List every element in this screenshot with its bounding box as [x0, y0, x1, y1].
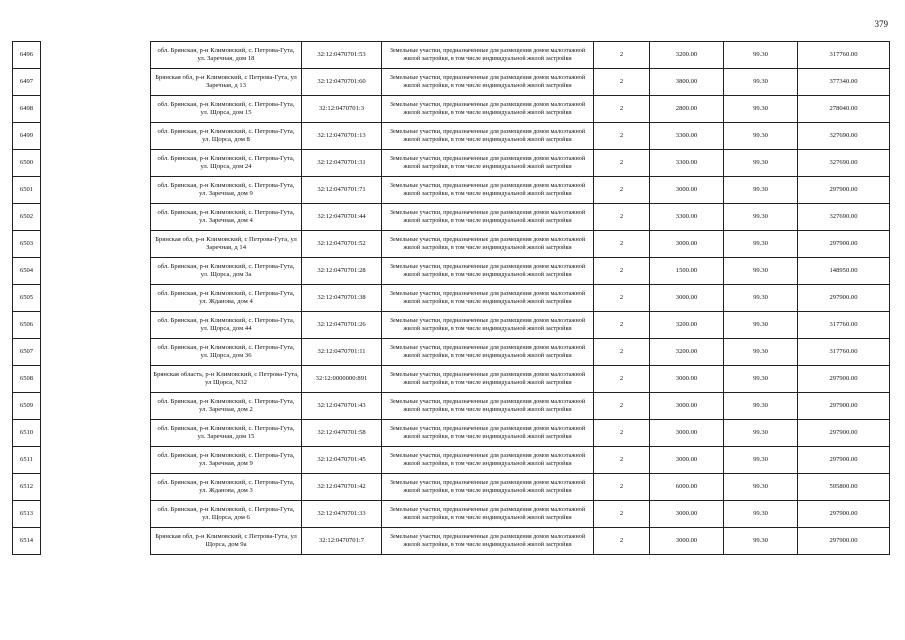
gap-cell	[41, 366, 151, 393]
address-cell: обл. Брянская, р-н Климовский, с. Петрова-Гута, ул. Жданова, дом 4	[151, 285, 302, 312]
rate-cell: 99.30	[724, 231, 798, 258]
cadastral-number-cell: 32:12:0470701:60	[302, 69, 382, 96]
cadastral-value-cell: 278040.00	[798, 96, 890, 123]
row-number: 6510	[13, 420, 41, 447]
gap-cell	[41, 69, 151, 96]
purpose-cell: Земельные участки, предназначенные для размещения домов малоэтажной жилой застройки, в том числе индивидуальной жилой застройки	[382, 42, 594, 69]
rate-cell: 99.30	[724, 312, 798, 339]
cadastral-number-cell: 32:12:0470701:44	[302, 204, 382, 231]
code-cell: 2	[594, 150, 650, 177]
cadastral-number-cell: 32:12:0000000:891	[302, 366, 382, 393]
gap-cell	[41, 312, 151, 339]
purpose-cell: Земельные участки, предназначенные для размещения домов малоэтажной жилой застройки, в том числе индивидуальной жилой застройки	[382, 528, 594, 555]
area-cell: 3000.00	[650, 420, 724, 447]
code-cell: 2	[594, 69, 650, 96]
purpose-cell: Земельные участки, предназначенные для размещения домов малоэтажной жилой застройки, в том числе индивидуальной жилой застройки	[382, 204, 594, 231]
gap-cell	[41, 96, 151, 123]
rate-cell: 99.30	[724, 42, 798, 69]
gap-cell	[41, 393, 151, 420]
table-row	[13, 177, 890, 204]
area-cell: 3200.00	[650, 42, 724, 69]
purpose-cell: Земельные участки, предназначенные для размещения домов малоэтажной жилой застройки, в том числе индивидуальной жилой застройки	[382, 150, 594, 177]
address-cell: обл. Брянская, р-н Климовский, с. Петрова-Гута, ул. Щорса, дом 6	[151, 501, 302, 528]
rate-cell: 99.30	[724, 69, 798, 96]
table-row	[13, 258, 890, 285]
cadastral-value-cell: 327690.00	[798, 123, 890, 150]
rate-cell: 99.30	[724, 150, 798, 177]
address-cell: обл. Брянская, р-н Климовский, с. Петрова-Гута, ул. Щорса, дом 3а	[151, 258, 302, 285]
code-cell: 2	[594, 123, 650, 150]
table-row	[13, 393, 890, 420]
area-cell: 3200.00	[650, 312, 724, 339]
cadastral-number-cell: 32:12:0470701:13	[302, 123, 382, 150]
table-row	[13, 96, 890, 123]
area-cell: 6000.00	[650, 474, 724, 501]
code-cell: 2	[594, 231, 650, 258]
address-cell: обл. Брянская, р-н Климовский, с. Петрова-Гута, ул. Заречная, дом 4	[151, 204, 302, 231]
cadastral-number-cell: 32:12:0470701:52	[302, 231, 382, 258]
area-cell: 2800.00	[650, 96, 724, 123]
gap-cell	[41, 339, 151, 366]
cadastral-number-cell: 32:12:0470701:45	[302, 447, 382, 474]
row-number: 6498	[13, 96, 41, 123]
gap-cell	[41, 285, 151, 312]
cadastral-value-cell: 297900.00	[798, 447, 890, 474]
rate-cell: 99.30	[724, 528, 798, 555]
gap-cell	[41, 204, 151, 231]
cadastral-number-cell: 32:12:0470701:58	[302, 420, 382, 447]
gap-cell	[41, 447, 151, 474]
address-cell: обл. Брянская, р-н Климовский, с. Петрова-Гута, ул. Щорса, дом 24	[151, 150, 302, 177]
area-cell: 3000.00	[650, 177, 724, 204]
gap-cell	[41, 258, 151, 285]
row-number: 6504	[13, 258, 41, 285]
row-number: 6501	[13, 177, 41, 204]
area-cell: 3300.00	[650, 150, 724, 177]
cadastral-value-cell: 297900.00	[798, 231, 890, 258]
address-cell: Брянская обл, р-н Климовский, с Петрова-Гута, ул Заречная, д 14	[151, 231, 302, 258]
purpose-cell: Земельные участки, предназначенные для размещения домов малоэтажной жилой застройки, в том числе индивидуальной жилой застройки	[382, 312, 594, 339]
rate-cell: 99.30	[724, 339, 798, 366]
area-cell: 3000.00	[650, 528, 724, 555]
rate-cell: 99.30	[724, 285, 798, 312]
table-row	[13, 204, 890, 231]
rate-cell: 99.30	[724, 204, 798, 231]
code-cell: 2	[594, 420, 650, 447]
cadastral-value-cell: 317760.00	[798, 339, 890, 366]
address-cell: Брянская обл, р-н Климовский, с Петрова-Гута, ул Щорса, дом 9а	[151, 528, 302, 555]
table-row	[13, 123, 890, 150]
row-number: 6505	[13, 285, 41, 312]
code-cell: 2	[594, 96, 650, 123]
area-cell: 3000.00	[650, 501, 724, 528]
cadastral-number-cell: 32:12:0470701:26	[302, 312, 382, 339]
page-number: 379	[874, 19, 888, 29]
purpose-cell: Земельные участки, предназначенные для размещения домов малоэтажной жилой застройки, в том числе индивидуальной жилой застройки	[382, 177, 594, 204]
rate-cell: 99.30	[724, 96, 798, 123]
rate-cell: 99.30	[724, 474, 798, 501]
cadastral-number-cell: 32:12:0470701:43	[302, 393, 382, 420]
code-cell: 2	[594, 447, 650, 474]
table-row	[13, 501, 890, 528]
gap-cell	[41, 123, 151, 150]
rate-cell: 99.30	[724, 501, 798, 528]
cadastral-value-cell: 297900.00	[798, 285, 890, 312]
address-cell: обл. Брянская, р-н Климовский, с. Петрова-Гута, ул. Щорса, дом 36	[151, 339, 302, 366]
cadastral-value-cell: 377340.00	[798, 69, 890, 96]
table-row	[13, 420, 890, 447]
code-cell: 2	[594, 501, 650, 528]
address-cell: Брянская область, р-н Климовский, с Петрова-Гута, ул Щорса, N32	[151, 366, 302, 393]
address-cell: обл. Брянская, р-н Климовский, с. Петрова-Гута, ул. Щорса, дом 15	[151, 96, 302, 123]
address-cell: обл. Брянская, р-н Климовский, с. Петрова-Гута, ул. Заречная, дом 9	[151, 177, 302, 204]
cadastral-number-cell: 32:12:0470701:7	[302, 528, 382, 555]
address-cell: обл. Брянская, р-н Климовский, с. Петрова-Гута, ул. Щорса, дом 44	[151, 312, 302, 339]
gap-cell	[41, 231, 151, 258]
code-cell: 2	[594, 285, 650, 312]
table-row	[13, 528, 890, 555]
row-number: 6507	[13, 339, 41, 366]
gap-cell	[41, 528, 151, 555]
cadastral-value-cell: 297900.00	[798, 177, 890, 204]
address-cell: обл. Брянская, р-н Климовский, с. Петрова-Гута, ул. Заречная, дом 18	[151, 42, 302, 69]
rate-cell: 99.30	[724, 366, 798, 393]
gap-cell	[41, 501, 151, 528]
purpose-cell: Земельные участки, предназначенные для размещения домов малоэтажной жилой застройки, в том числе индивидуальной жилой застройки	[382, 231, 594, 258]
purpose-cell: Земельные участки, предназначенные для размещения домов малоэтажной жилой застройки, в том числе индивидуальной жилой застройки	[382, 366, 594, 393]
cadastral-number-cell: 32:12:0470701:31	[302, 150, 382, 177]
gap-cell	[41, 474, 151, 501]
cadastral-number-cell: 32:12:0470701:38	[302, 285, 382, 312]
cadastral-value-cell: 327690.00	[798, 204, 890, 231]
row-number: 6513	[13, 501, 41, 528]
purpose-cell: Земельные участки, предназначенные для размещения домов малоэтажной жилой застройки, в том числе индивидуальной жилой застройки	[382, 339, 594, 366]
code-cell: 2	[594, 366, 650, 393]
row-number: 6514	[13, 528, 41, 555]
register-body	[13, 42, 890, 555]
cadastral-value-cell: 297900.00	[798, 528, 890, 555]
row-number: 6509	[13, 393, 41, 420]
rate-cell: 99.30	[724, 177, 798, 204]
cadastral-value-cell: 317760.00	[798, 42, 890, 69]
code-cell: 2	[594, 339, 650, 366]
rate-cell: 99.30	[724, 447, 798, 474]
cadastral-number-cell: 32:12:0470701:11	[302, 339, 382, 366]
cadastral-number-cell: 32:12:0470701:71	[302, 177, 382, 204]
row-number: 6499	[13, 123, 41, 150]
code-cell: 2	[594, 258, 650, 285]
row-number: 6500	[13, 150, 41, 177]
address-cell: обл. Брянская, р-н Климовский, с. Петрова-Гута, ул. Щорса, дом 8	[151, 123, 302, 150]
table-row	[13, 231, 890, 258]
area-cell: 3200.00	[650, 339, 724, 366]
purpose-cell: Земельные участки, предназначенные для размещения домов малоэтажной жилой застройки, в том числе индивидуальной жилой застройки	[382, 69, 594, 96]
cadastral-value-cell: 297900.00	[798, 420, 890, 447]
table-row	[13, 312, 890, 339]
area-cell: 1500.00	[650, 258, 724, 285]
row-number: 6502	[13, 204, 41, 231]
purpose-cell: Земельные участки, предназначенные для размещения домов малоэтажной жилой застройки, в том числе индивидуальной жилой застройки	[382, 123, 594, 150]
cadastral-value-cell: 297900.00	[798, 501, 890, 528]
code-cell: 2	[594, 312, 650, 339]
purpose-cell: Земельные участки, предназначенные для размещения домов малоэтажной жилой застройки, в том числе индивидуальной жилой застройки	[382, 447, 594, 474]
cadastral-number-cell: 32:12:0470701:28	[302, 258, 382, 285]
address-cell: обл. Брянская, р-н Климовский, с. Петрова-Гута, ул. Заречная, дом 2	[151, 393, 302, 420]
row-number: 6506	[13, 312, 41, 339]
rate-cell: 99.30	[724, 123, 798, 150]
row-number: 6496	[13, 42, 41, 69]
purpose-cell: Земельные участки, предназначенные для размещения домов малоэтажной жилой застройки, в том числе индивидуальной жилой застройки	[382, 258, 594, 285]
table-row	[13, 285, 890, 312]
area-cell: 3300.00	[650, 204, 724, 231]
row-number: 6503	[13, 231, 41, 258]
table-row	[13, 366, 890, 393]
table-row	[13, 447, 890, 474]
row-number: 6511	[13, 447, 41, 474]
code-cell: 2	[594, 42, 650, 69]
cadastral-value-cell: 297900.00	[798, 393, 890, 420]
row-number: 6512	[13, 474, 41, 501]
address-cell: обл. Брянская, р-н Климовский, с. Петрова-Гута, ул. Заречная, дом 9	[151, 447, 302, 474]
cadastral-number-cell: 32:12:0470701:33	[302, 501, 382, 528]
cadastral-number-cell: 32:12:0470701:3	[302, 96, 382, 123]
row-number: 6508	[13, 366, 41, 393]
area-cell: 3000.00	[650, 393, 724, 420]
row-number: 6497	[13, 69, 41, 96]
code-cell: 2	[594, 393, 650, 420]
gap-cell	[41, 420, 151, 447]
purpose-cell: Земельные участки, предназначенные для размещения домов малоэтажной жилой застройки, в том числе индивидуальной жилой застройки	[382, 96, 594, 123]
gap-cell	[41, 42, 151, 69]
code-cell: 2	[594, 177, 650, 204]
cadastral-value-cell: 595800.00	[798, 474, 890, 501]
address-cell: обл. Брянская, р-н Климовский, с. Петрова-Гута, ул. Заречная, дом 15	[151, 420, 302, 447]
area-cell: 3000.00	[650, 231, 724, 258]
rate-cell: 99.30	[724, 420, 798, 447]
area-cell: 3300.00	[650, 123, 724, 150]
table-row	[13, 42, 890, 69]
purpose-cell: Земельные участки, предназначенные для размещения домов малоэтажной жилой застройки, в том числе индивидуальной жилой застройки	[382, 501, 594, 528]
cadastral-value-cell: 297900.00	[798, 366, 890, 393]
cadastral-number-cell: 32:12:0470701:53	[302, 42, 382, 69]
purpose-cell: Земельные участки, предназначенные для размещения домов малоэтажной жилой застройки, в том числе индивидуальной жилой застройки	[382, 420, 594, 447]
address-cell: Брянская обл, р-н Климовский, с Петрова-Гута, ул Заречная, д 13	[151, 69, 302, 96]
gap-cell	[41, 150, 151, 177]
cadastral-value-cell: 327690.00	[798, 150, 890, 177]
table-row	[13, 150, 890, 177]
land-register-table	[12, 41, 890, 555]
area-cell: 3000.00	[650, 285, 724, 312]
cadastral-value-cell: 148950.00	[798, 258, 890, 285]
gap-cell	[41, 177, 151, 204]
cadastral-value-cell: 317760.00	[798, 312, 890, 339]
area-cell: 3000.00	[650, 447, 724, 474]
cadastral-number-cell: 32:12:0470701:42	[302, 474, 382, 501]
area-cell: 3800.00	[650, 69, 724, 96]
purpose-cell: Земельные участки, предназначенные для размещения домов малоэтажной жилой застройки, в том числе индивидуальной жилой застройки	[382, 474, 594, 501]
table-row	[13, 474, 890, 501]
address-cell: обл. Брянская, р-н Климовский, с. Петрова-Гута, ул. Жданова, дом 3	[151, 474, 302, 501]
table-row	[13, 339, 890, 366]
area-cell: 3000.00	[650, 366, 724, 393]
rate-cell: 99.30	[724, 258, 798, 285]
purpose-cell: Земельные участки, предназначенные для размещения домов малоэтажной жилой застройки, в том числе индивидуальной жилой застройки	[382, 393, 594, 420]
code-cell: 2	[594, 474, 650, 501]
code-cell: 2	[594, 528, 650, 555]
rate-cell: 99.30	[724, 393, 798, 420]
purpose-cell: Земельные участки, предназначенные для размещения домов малоэтажной жилой застройки, в том числе индивидуальной жилой застройки	[382, 285, 594, 312]
table-row	[13, 69, 890, 96]
code-cell: 2	[594, 204, 650, 231]
